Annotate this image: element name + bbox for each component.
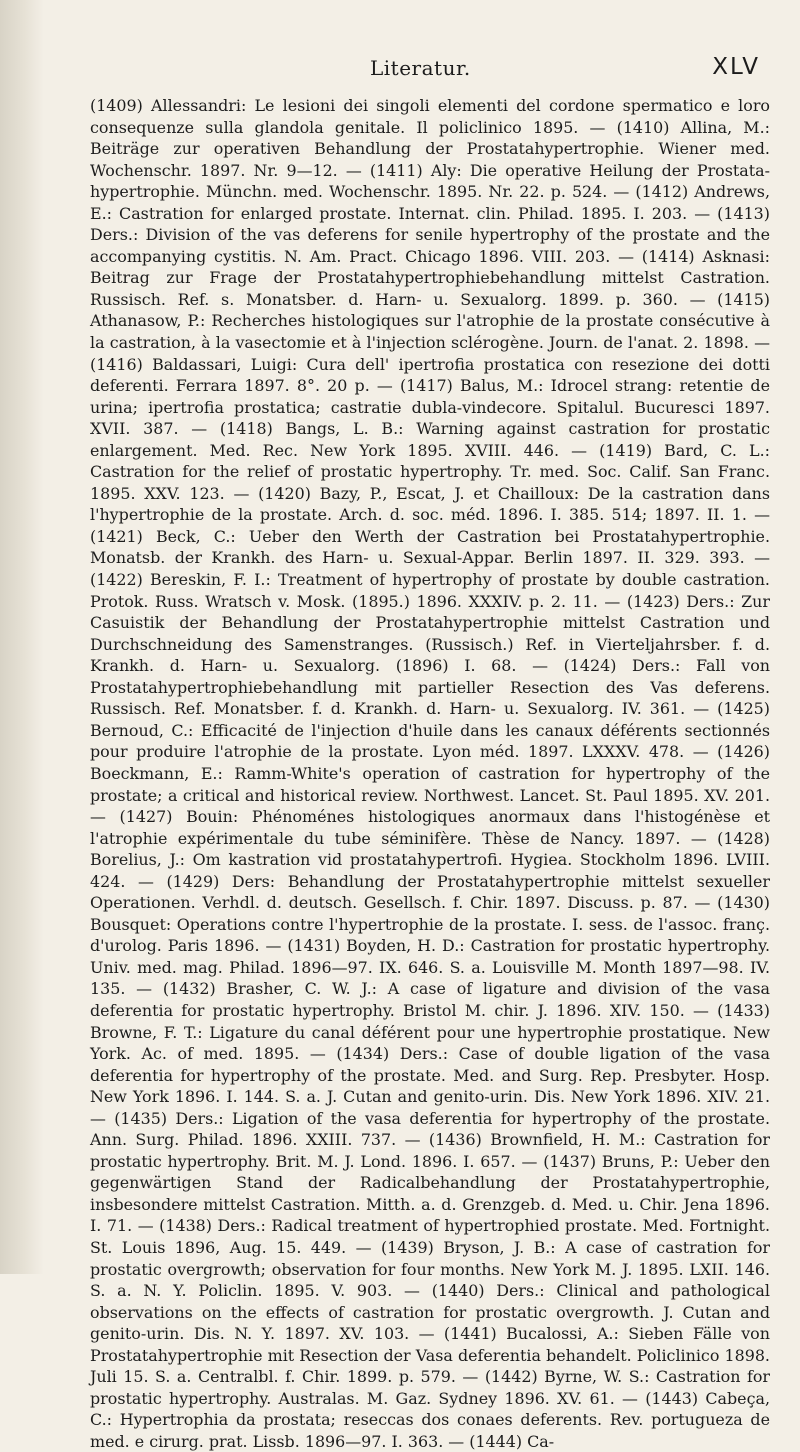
bibliography-text [90, 95, 770, 1452]
page-binding-edge [0, 0, 44, 1274]
page-header [90, 54, 760, 88]
bibliography-paragraph: (1409) Allessandri: Le lesioni dei singoli elementi del cordone spermatico e loro consequenze sulla glandola genitale. Il policlinico 1895. — (1410) Allina, M.: Beiträge zur operativen Behandlung der Prostatahypertrophie. Wiener med. Wochenschr. 1897. Nr. 9—12. — (1411) Aly: Die operative Heilung der Prostata-hypertrophie. Münchn. med. Wochenschr. 1895. Nr. 22. p. 524. — (1412) Andrews, E.: Castration for enlarged prostate. Internat. clin. Philad. 1895. I. 203. — (1413) Ders.: Division of the vas deferens for senile hypertrophy of the prostate and the accompanying cystitis. N. Am. Pract. Chicago 1896. VIII. 203. — (1414) Asknasi: Beitrag zur Frage der Prostatahypertrophiebehandlung mittelst Castration. Russisch. Ref. s. Monatsber. d. Harn- u. Sexualorg. 1899. p. 360. — (1415) Athanasow, P.: Recherches histologiques sur l'atrophie de la prostate consécutive à la castration, à la vasectomie et à l'injection sclérogène. Journ. de l'anat. 2. 1898. — (1416) Baldassari, Luigi: Cura dell' ipertrofia prostatica con resezione dei dotti deferenti. Ferrara 1897. 8°. 20 p. — (1417) Balus, M.: Idrocel strang: retentie de urina; ipertrofia prostatica; castratie dubla-vindecore. Spitalul. Bucuresci 1897. XVII. 387. — (1418) Bangs, L. B.: Warning against castration for prostatic enlargement. Med. Rec. New York 1895. XVIII. 446. — (1419) Bard, C. L.: Castration for the relief of prostatic hypertrophy. Tr. med. Soc. Calif. San Franc. 1895. XXV. 123. — (1420) Bazy, P., Escat, J. et Chailloux: De la castration dans l'hypertrophie de la prostate. Arch. d. soc. méd. 1896. I. 385. 514; 1897. II. 1. — (1421) Beck, C.: Ueber den Werth der Castration bei Prostatahypertrophie. Monatsb. der Krankh. des Harn- u. Sexual-Appar. Berlin 1897. II. 329. 393. — (1422) Bereskin, F. I.: Treatment of hypertrophy of prostate by double castration. Protok. Russ. Wratsch v. Mosk. (1895.) 1896. XXXIV. p. 2. 11. — (1423) Ders.: Zur Casuistik der Behandlung der Prostatahypertrophie mittelst Castration und Durchschneidung des Samenstranges. (Russisch.) Ref. in Vierteljahrsber. f. d. Krankh. d. Harn- u. Sexualorg. (1896) I. 68. — (1424) Ders.: Fall von Prostatahypertrophiebehandlung mit partieller Resection des Vas deferens. Russisch. Ref. Monatsber. f. d. Krankh. d. Harn- u. Sexualorg. IV. 361. — (1425) Bernoud, C.: Efficacité de l'injection d'huile dans les canaux déférents sectionnés pour produire l'atrophie de la prostate. Lyon méd. 1897. LXXXV. 478. — (1426) Boeckmann, E.: Ramm-White's operation of castration for hypertrophy of the prostate; a critical and historical review. Northwest. Lancet. St. Paul 1895. XV. 201. — (1427) Bouin: Phénoménes histologiques anormaux dans l'histogénèse et l'atrophie expérimentale du tube séminifère. Thèse de Nancy. 1897. — (1428) Borelius, J.: Om kastration vid prostatahypertrofi. Hygiea. Stockholm 1896. LVIII. 424. — (1429) Ders: Behandlung der Prostatahypertrophie mittelst sexueller Operationen. Verhdl. d. deutsch. Gesellsch. f. Chir. 1897. Discuss. p. 87. — (1430) Bousquet: Operations contre l'hypertrophie de la prostate. I. sess. de l'assoc. franç. d'urolog. Paris 1896. — (1431) Boyden, H. D.: Castration for prostatic hypertrophy. Univ. med. mag. Philad. 1896—97. IX. 646. S. a. Louisville M. Month 1897—98. IV. 135. — (1432) Brasher, C. W. J.: A case of ligature and division of the vasa deferentia for prostatic hypertrophy. Bristol M. chir. J. 1896. XIV. 150. — (1433) Browne, F. T.: Ligature du canal déférent pour une hypertrophie prostatique. New York. Ac. of med. 1895. — (1434) Ders.: Case of double ligation of the vasa deferentia for hypertrophy of the prostate. Med. and Surg. Rep. Presbyter. Hosp. New York 1896. I. 144. S. a. J. Cutan and genito-urin. Dis. New York 1896. XIV. 21. — (1435) Ders.: Ligation of the vasa deferentia for hypertrophy of the prostate. Ann. Surg. Philad. 1896. XXIII. 737. — (1436) Brownfield, H. M.: Castration for prostatic hypertrophy. Brit. M. J. Lond. 1896. I. 657. — (1437) Bruns, P.: Ueber den gegenwärtigen Stand der Radicalbehandlung der Prostatahypertrophie, insbesondere mittelst Castration. Mitth. a. d. Grenzgeb. d. Med. u. Chir. Jena 1896. I. 71. — (1438) Ders.: Radical treatment of hypertrophied prostate. Med. Fortnight. St. Louis 1896, Aug. 15. 449. — (1439) Bryson, J. B.: A case of castration for prostatic overgrowth; observation for four months. New York M. J. 1895. LXII. 146. S. a. N. Y. Policlin. 1895. V. 903. — (1440) Ders.: Clinical and pathological observations on the effects of castration for prostatic overgrowth. J. Cutan and genito-urin. Dis. N. Y. 1897. XV. 103. — (1441) Bucalossi, A.: Sieben Fälle von Prostatahypertrophie mit Resection der Vasa deferentia behandelt. Policlinico 1898. Juli 15. S. a. Centralbl. f. Chir. 1899. p. 579. — (1442) Byrne, W. S.: Castration for prostatic hypertrophy. Australas. M. Gaz. Sydney 1896. XV. 61. — (1443) Cabeça, C.: Hypertrophia da prostata; reseccas dos conaes deferents. Rev. portugueza de med. e cirurg. prat. Lissb. 1896—97. I. 363. — (1444) Ca- [90, 96, 770, 1451]
page-number: XLV [712, 54, 760, 80]
running-title: Literatur. [370, 56, 471, 80]
